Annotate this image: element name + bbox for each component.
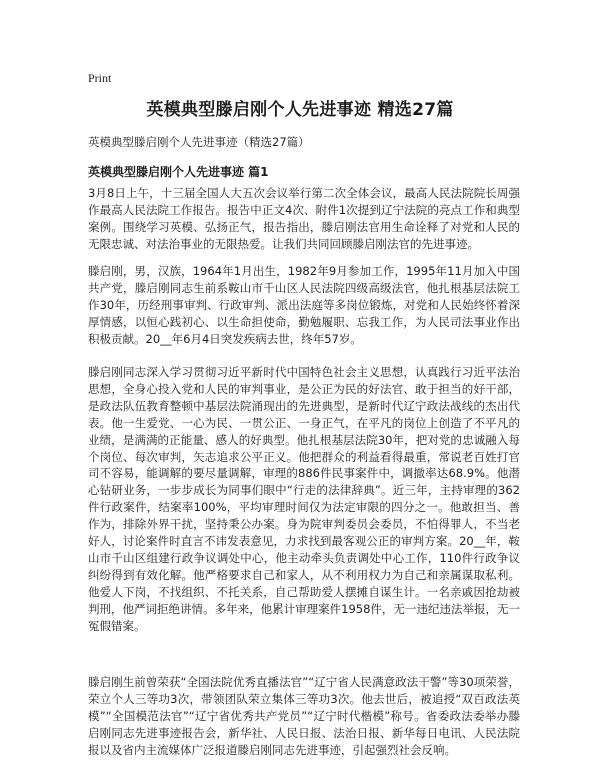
page-title: 英模典型滕启刚个人先进事迹 精选27篇 (146, 100, 454, 120)
body-paragraph: 滕启刚，男，汉族，1964年1月出生，1982年9月参加工作，1995年11月加入中国共产党，滕启刚同志生前系鞍山市千山区人民法院四级高级法官，他扎根基层法院工作30年，历经刑事审判、行政审判、派出法庭等多岗位锻炼，对党和人民始终怀着深厚情感，以恒心践初心、以生命担使命，勤勉履职、忘我工作，为人民司法事业作出积极贡献。20__年6月4日突发疾病去世，终年57岁。 (88, 264, 520, 346)
body-paragraph: 滕启刚同志深入学习贯彻习近平新时代中国特色社会主义思想，认真践行习近平法治思想，全身心投入党和人民的审判事业，是公正为民的好法官、敢于担当的好干部，是政法队伍教育整顿中基层法院涌现出的先进典型，是新时代辽宁政法战线的杰出代表。他一生爱党、一心为民、一贯公正、一身正气，在平凡的岗位上创造了不平凡的业绩，是满满的正能量、感人的好典型。他扎根基层法院30年，把对党的忠诚融入每个岗位、每次审判，矢志追求公平正义。他把群众的利益看得最重，常说老百姓打官司不容易，能调解的要尽量调解，审理的886件民事案件中，调撤率达68.9%。他潜心钻研业务，一步步成长为同事们眼中“行走的法律辞典”。近三年，主持审理的362件行政案件，结案率100%，平均审理时间仅为法定审限的四分之一。他敢担当、善作为，排除外界干扰，坚持秉公办案。身为院审判委员会委员，不怕得罪人，不当老好人，讨论案件时直言不讳发表意见，力求找到最客观公正的审判方案。20__年，鞍山市千山区组建行政争议调处中心，他主动牵头负责调处中心工作，110件行政争议纠纷得到有效化解。他严格要求自己和家人，从不利用权力为自己和亲属谋取私利。他爱人下岗，不找组织、不托关系，自己帮助爱人摆摊自谋生计。一名亲戚因抢劫被判刑，他严词拒绝讲情。多年来，他累计审理案件1958件，无一违纪违法举报，无一冤假错案。 (88, 365, 520, 633)
print-link[interactable]: Print (88, 71, 112, 85)
body-paragraph: 滕启刚生前曾荣获“全国法院优秀直播法官”“辽宁省人民满意政法干警”等30项荣誉，荣立个人三等功3次，带领团队荣立集体三等功3次。他去世后，被追授“双百政法英模”“全国模范法官”“辽宁省优秀共产党员”“辽宁时代楷模”称号。省委政法委举办滕启刚同志先进事迹报告会，新华社、人民日报、法治日报、新华每日电讯、人民法院报以及省内主流媒体广泛报道滕启刚同志先进事迹，引起强烈社会反响。 (88, 675, 520, 757)
section-heading: 英模典型滕启刚个人先进事迹 篇1 (88, 165, 269, 179)
document-subtitle: 英模典型滕启刚个人先进事迹（精选27篇） (88, 135, 310, 149)
body-paragraph: 3月8日上午，十三届全国人大五次会议举行第二次全体会议，最高人民法院院长周强作最高人民法院工作报告。报告中正文4次、附件1次提到辽宁法院的亮点工作和典型案例。围绕学习英模、弘扬正气，报告指出，滕启刚法官用生命诠释了对党和人民的无限忠诚、对法治事业的无限热爱。让我们共同回顾滕启刚法官的先进事迹。 (88, 186, 520, 251)
